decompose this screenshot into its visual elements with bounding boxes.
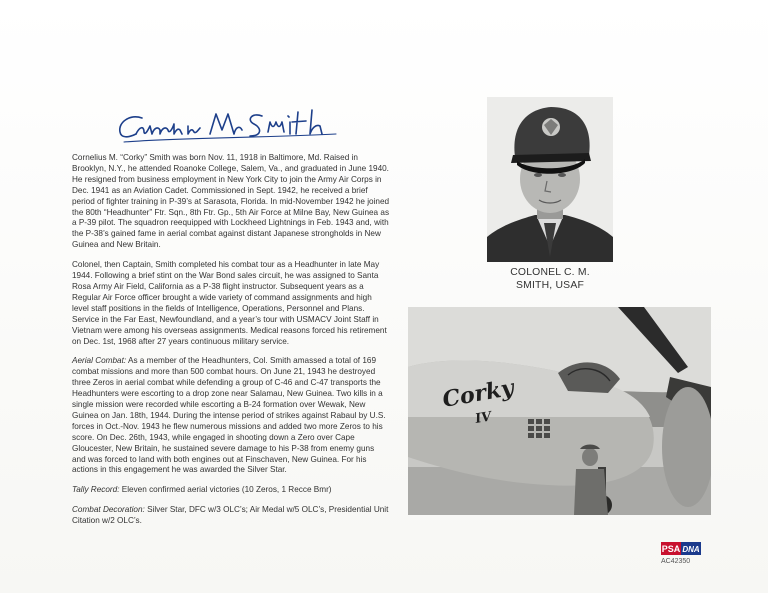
- bio-paragraph-early-life: Cornelius M. “Corky” Smith was born Nov. 11, 1918 in Baltimore, Md. Raised in Brooklyn, N.Y., he attended Roanoke College, Salem, Va., and graduated in June 1940. He resigned from business employment in New York City to join the Army Air Corps in Dec. 1941 as an Aviation Cadet. Commissioned in Sept. 1942, he received a brief period of fighter training in P-39’s at Sarasota, Florida. In mid-November 1942 he joined the 80th “Headhunter” Ftr. Sqn., 8th Ftr. Gp., 5th Air Force at Milne Bay, New Guinea as a P-39 pilot. The squadron reequipped with Lockheed Lightnings in Feb. 1943 and, with the P-38’s gained fame in aerial combat against distant Japanese strongholds in New Guinea and New Britain.: [72, 153, 390, 250]
- certification-number: AC42350: [661, 558, 691, 565]
- portrait-caption: [487, 266, 613, 292]
- combat-decoration-text: Silver Star, DFC w/3 OLC’s; Air Medal w/5 OLC’s, Presidential Unit Citation w/2 OLC’s.: [72, 505, 389, 526]
- dna-logo-text: DNA: [682, 545, 700, 554]
- tally-record-text: Eleven confirmed aerial victories (10 Zeros, 1 Recce Bmr): [119, 485, 332, 495]
- nose-art-numeral: IV: [474, 409, 493, 427]
- tally-record-label: Tally Record:: [72, 485, 120, 495]
- caption-rank: COLONEL C. M.: [510, 267, 590, 278]
- bio-paragraph-aerial-combat: [72, 356, 390, 476]
- aerial-combat-text: As a member of the Headhunters, Col. Smith amassed a total of 169 combat missions and more than 500 combat hours. On June 21, 1943 he destroyed three Zeros in aerial combat while defending a group of C-46 and C-47 transports the Headhunters were escorting to a drop zone near Salamau, New Guinea. Two kills in a single mission were recorded while escorting a B-24 formation over Wewak, New Guinea on Jan. 18th, 1944. During the intense period of strikes against Rabaul by U.S. forces in Oct.-Nov. 1943 he flew numerous missions and added two more Zeros to his score. On Dec. 26th, 1943, while engaged in shooting down a Zero over Cape Gloucester, New Britain, he sustained severe damage to his P-38 from enemy guns and was forced to land with both engines out at Finschaven, New Guinea. For his actions in this engagement he was awarded the Silver Star.: [72, 356, 386, 475]
- biography: [72, 153, 390, 536]
- psa-dna-logo: [661, 542, 701, 555]
- bio-paragraph-career: Colonel, then Captain, Smith completed his combat tour as a Headhunter in late May 1944. Following a brief stint on the War Bond sales circuit, he was assigned to Santa Rosa Army Air Field, California as a P-38 flight instructor. Subsequent years as a Regular Air Force officer brought a wide variety of command assignments and high level staff positions in the fields of Intelligence, Operations, Personnel and Plans. Service in the Far East, Newfoundland, and a year’s tour with USMACV Joint Staff in Vietnam were among his overseas assignments. Medical reasons forced his retirement on Dec. 1st, 1968 after 27 years continuous military service.: [72, 260, 387, 346]
- combat-decoration-label: Combat Decoration:: [72, 505, 145, 515]
- signature-image: [112, 104, 352, 150]
- officer-portrait-image: [487, 97, 613, 262]
- psa-logo-text: PSA: [661, 544, 681, 554]
- p38-aircraft-photo: [408, 307, 711, 515]
- portrait-photo: [487, 97, 613, 262]
- bio-paragraph-decoration: [72, 505, 390, 527]
- aircraft-image: [408, 307, 711, 515]
- bio-paragraph-tally: [72, 485, 390, 496]
- aerial-combat-label: Aerial Combat:: [72, 356, 127, 366]
- caption-name: SMITH, USAF: [515, 280, 584, 291]
- nose-art-name: Corky: [440, 374, 516, 413]
